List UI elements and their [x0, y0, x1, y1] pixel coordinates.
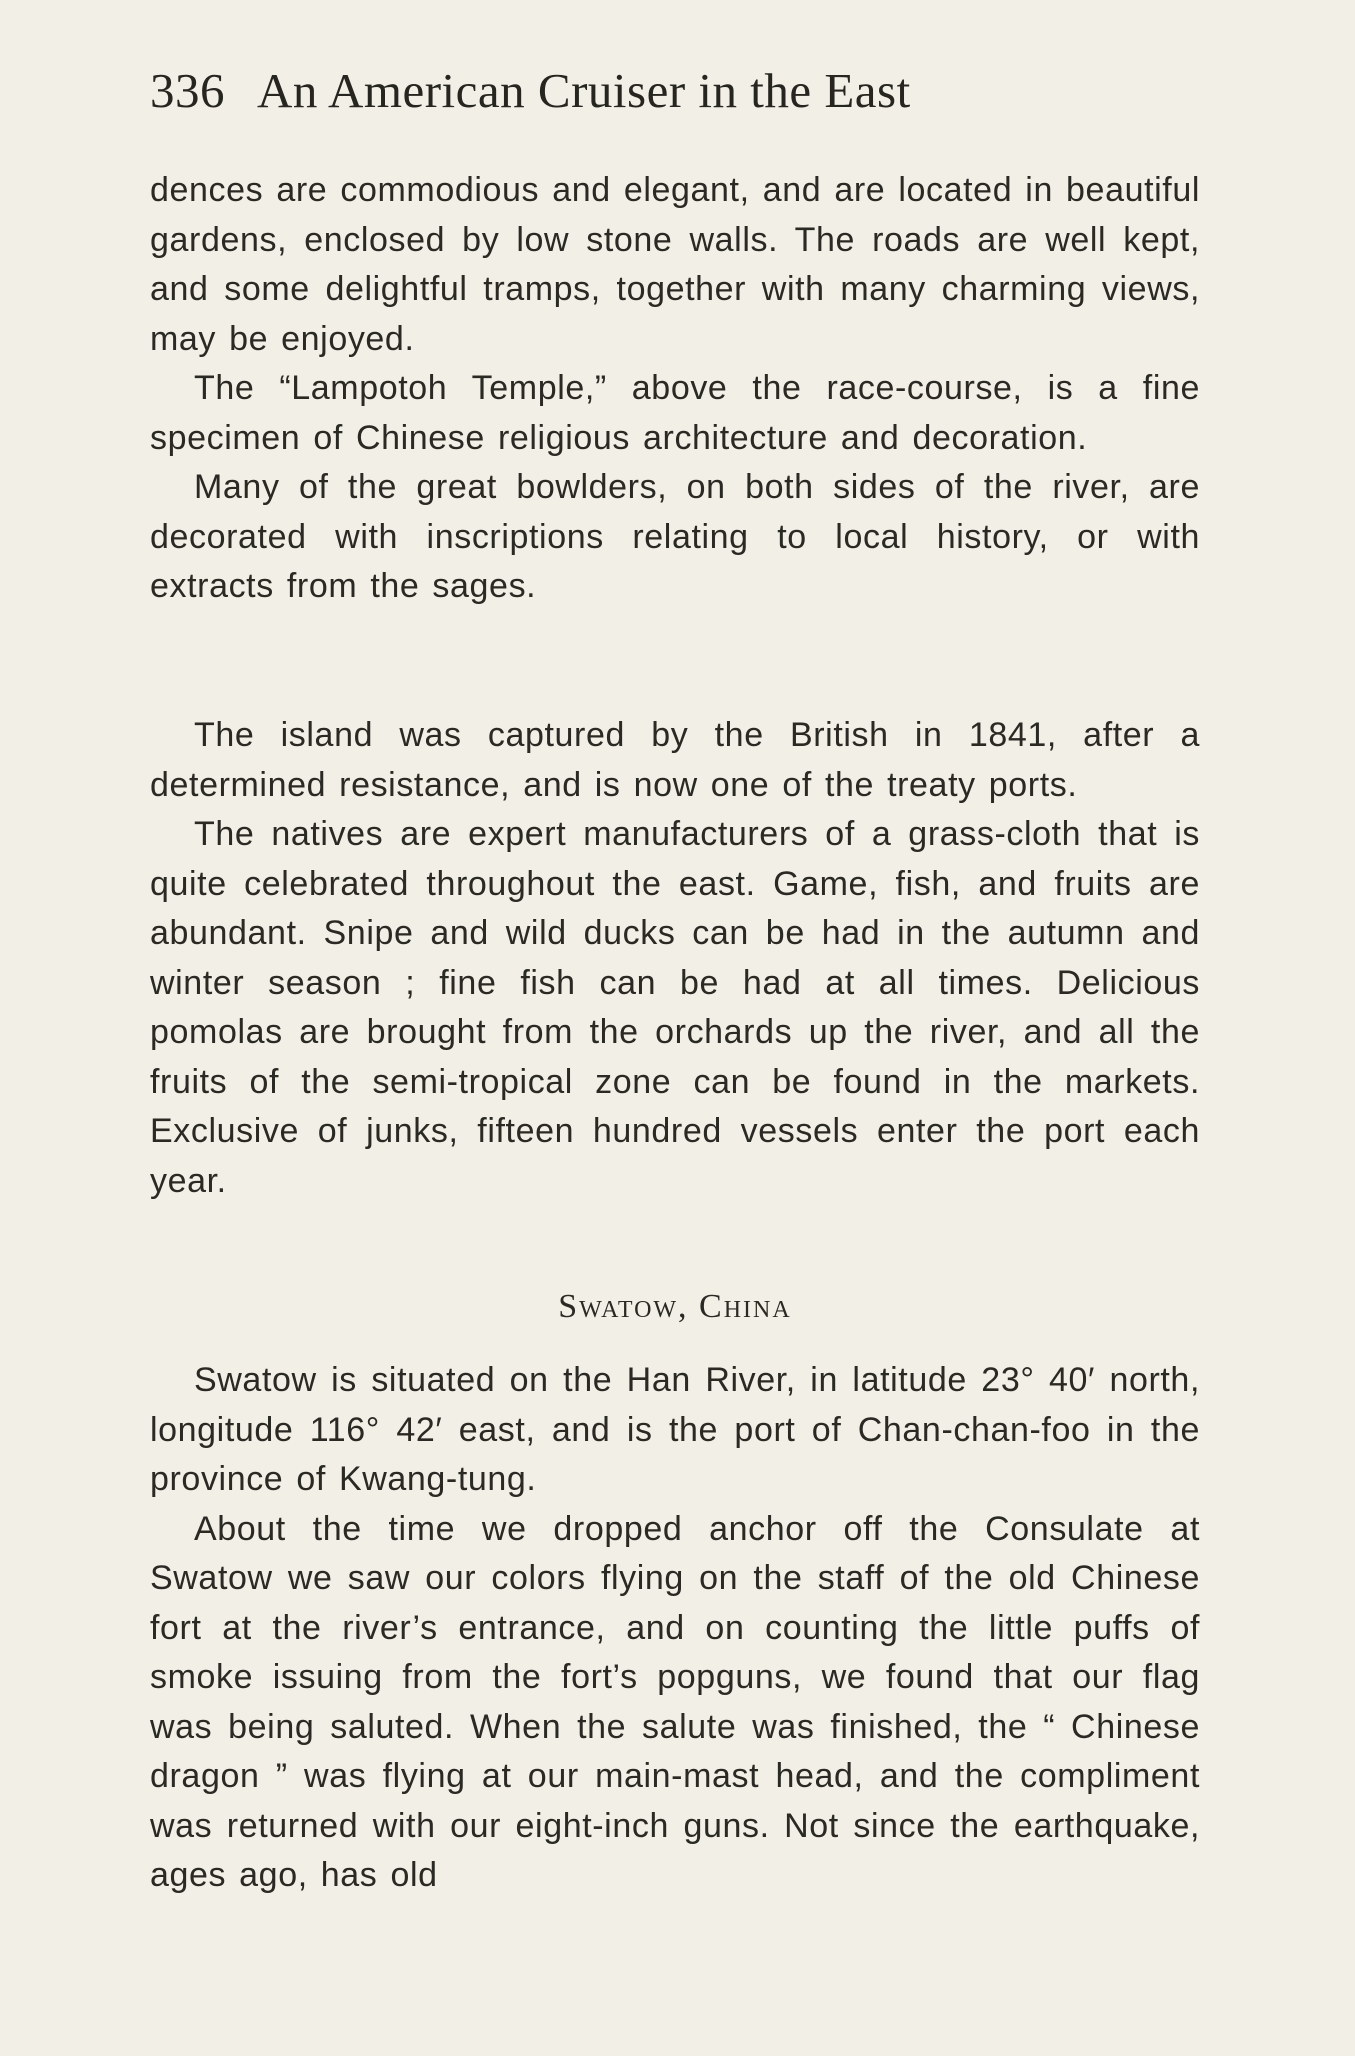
- text-block-top: [150, 166, 1200, 612]
- text-block-bottom: [150, 1356, 1200, 1901]
- paragraph-island-captured: The island was captured by the British in 1841, after a determined resistance, and is now one of the treaty ports.: [150, 716, 1200, 804]
- running-head: [150, 62, 911, 132]
- page-number: 336: [150, 63, 225, 118]
- book-title: An American Cruiser in the East: [257, 63, 911, 118]
- text-block-middle: [150, 711, 1200, 1206]
- paragraph-natives: The natives are expert manufacturers of a grass-cloth that is quite celebrated throughout the east. Game, fish, and fruits are abundant. Snipe and wild ducks can be had in the autumn and winter season ; fine fish can be had at all times. Delicious pomolas are brought from the orchards up the river, and all the fruits of the semi-tropical zone can be found in the markets. Exclusive of junks, fifteen hundred vessels enter the port each year.: [150, 815, 1200, 1200]
- paragraph-salute: About the time we dropped anchor off the Consulate at Swatow we saw our colors flying on the staff of the old Chinese fort at the river’s entrance, and on counting the little puffs of smoke issuing from the fort’s popguns, we found that our flag was being saluted. When the salute was finished, the “ Chinese dragon ” was flying at our main-mast head, and the compliment was returned with our eight-inch guns. Not since the earthquake, ages ago, has old: [150, 1509, 1200, 1894]
- section-heading: Swatow, China: [558, 1288, 792, 1325]
- paragraph-continuation: dences are commodious and elegant, and are located in beautiful gardens, enclosed by low stone walls. The roads are well kept, and some delightful tramps, together with many charming views, may be enjoyed.: [150, 171, 1200, 358]
- paragraph-bowlders: Many of the great bowlders, on both sides of the river, are decorated with inscriptions relating to local history, or with extracts from the sages.: [150, 468, 1200, 605]
- paragraph-lampotoh-temple: The “Lampotoh Temple,” above the race-course, is a fine specimen of Chinese religious architecture and decoration.: [150, 369, 1200, 457]
- paragraph-swatow-location: Swatow is situated on the Han River, in latitude 23° 40′ north, longitude 116° 42′ east, and is the port of Chan-chan-foo in the province of Kwang-tung.: [150, 1361, 1200, 1498]
